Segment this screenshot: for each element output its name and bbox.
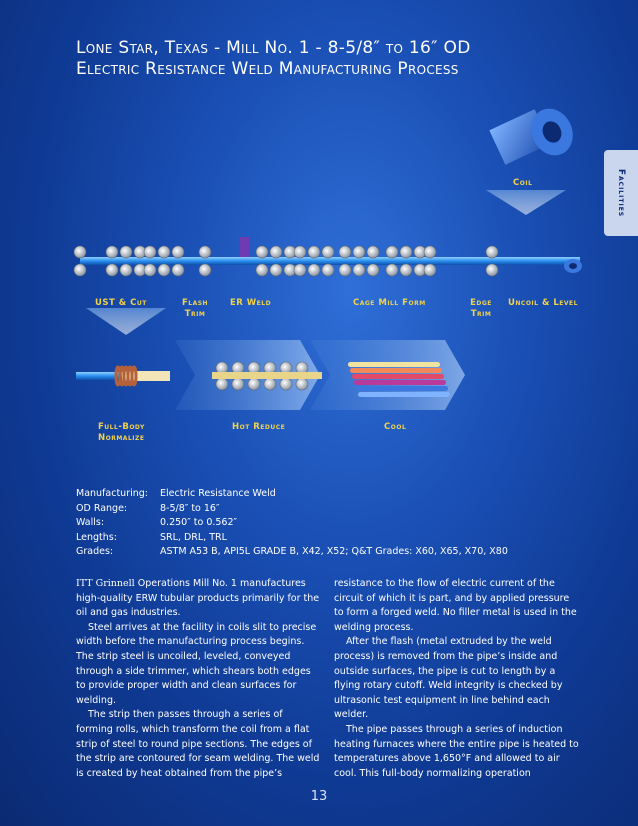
spec-value: SRL, DRL, TRL — [160, 531, 227, 543]
cut-chevron — [86, 308, 166, 335]
page-number: 13 — [310, 789, 328, 804]
spec-value: 8-5/8″ to 16″ — [160, 502, 220, 514]
label-ust-cut: UST & Cut — [95, 298, 147, 308]
label-flash-trim: Flash Trim — [181, 298, 209, 319]
label-cage-mill-form: Cage Mill Form — [353, 298, 426, 308]
spec-row — [76, 487, 508, 502]
title-line-1: Lone Star, Texas - Mill No. 1 - 8-5/8″ to 16″ OD — [76, 38, 471, 58]
paragraph-text: Operations Mill No. 1 manufactures high-quality ERW tubular products primarily for the oil and gas industries. — [76, 578, 320, 619]
spec-row — [76, 545, 508, 560]
label-edge-trim: Edge Trim — [470, 298, 492, 319]
spec-key: OD Range: — [76, 502, 128, 514]
paragraph: The pipe passes through a series of induction heating furnaces where the entire pipe is heated to temperatures above 1,650°F and allowed to air cool. This full-body normalizing operation — [334, 723, 579, 779]
label-hot-reduce: Hot Reduce — [232, 422, 286, 432]
er-weld-unit — [240, 237, 250, 257]
spec-value: Electric Resistance Weld — [160, 488, 276, 499]
label-full-body-normalize: Full-Body Normalize — [98, 422, 145, 443]
spec-row — [76, 531, 508, 546]
spec-key: Lengths: — [76, 531, 117, 543]
main-pipe — [80, 257, 580, 265]
coil-illustration — [486, 102, 580, 215]
spec-table — [76, 487, 508, 560]
spec-row — [76, 502, 508, 517]
label-coil: Coil — [513, 178, 533, 188]
title-line-2: Electric Resistance Weld Manufacturing Process — [76, 59, 459, 79]
spec-key: Walls: — [76, 517, 105, 528]
normalize-illustration — [76, 367, 170, 385]
paragraph — [76, 577, 322, 621]
label-er-weld: ER Weld — [230, 298, 272, 308]
label-cool: Cool — [384, 422, 407, 432]
spec-value: 0.250″ to 0.562″ — [160, 517, 238, 528]
body-column-left — [76, 577, 322, 781]
spec-row — [76, 516, 508, 531]
paragraph: resistance to the flow of electric current of the circuit of which it is part, and by applied pressure to form a forged weld. No filler metal is used in the welding process. — [334, 578, 577, 633]
body-column-right — [334, 577, 580, 781]
brand-name: ITT Grinnell — [76, 578, 135, 589]
spec-value: ASTM A53 B, API5L GRADE B, X42, X52; Q&T Grades: X60, X65, X70, X80 — [160, 546, 508, 557]
spec-key: Manufacturing: — [76, 488, 148, 499]
paragraph: The strip then passes through a series of forming rolls, which transform the coil from a flat strip of steel to round pipe sections. The edges of the strip are contoured for seam welding. The weld is created by heat obtained from the pipe’s — [76, 709, 320, 779]
paragraph: Steel arrives at the facility in coils slit to precise width before the manufacturing process begins. The strip steel is uncoiled, leveled, conveyed through a side trimmer, which shears both edges to provide proper width and clean surfaces for welding. — [76, 621, 317, 706]
spec-key: Grades: — [76, 546, 114, 557]
facilities-tab-label: Facilities — [616, 168, 626, 218]
label-uncoil-level: Uncoil & Level — [508, 298, 578, 308]
paragraph: After the flash (metal extruded by the weld process) is removed from the pipe’s inside and outside surfaces, the pipe is cut to length by a flying rotary cutoff. Weld integrity is checked by ultrasonic test equipment in line behind each welder. — [334, 636, 563, 721]
